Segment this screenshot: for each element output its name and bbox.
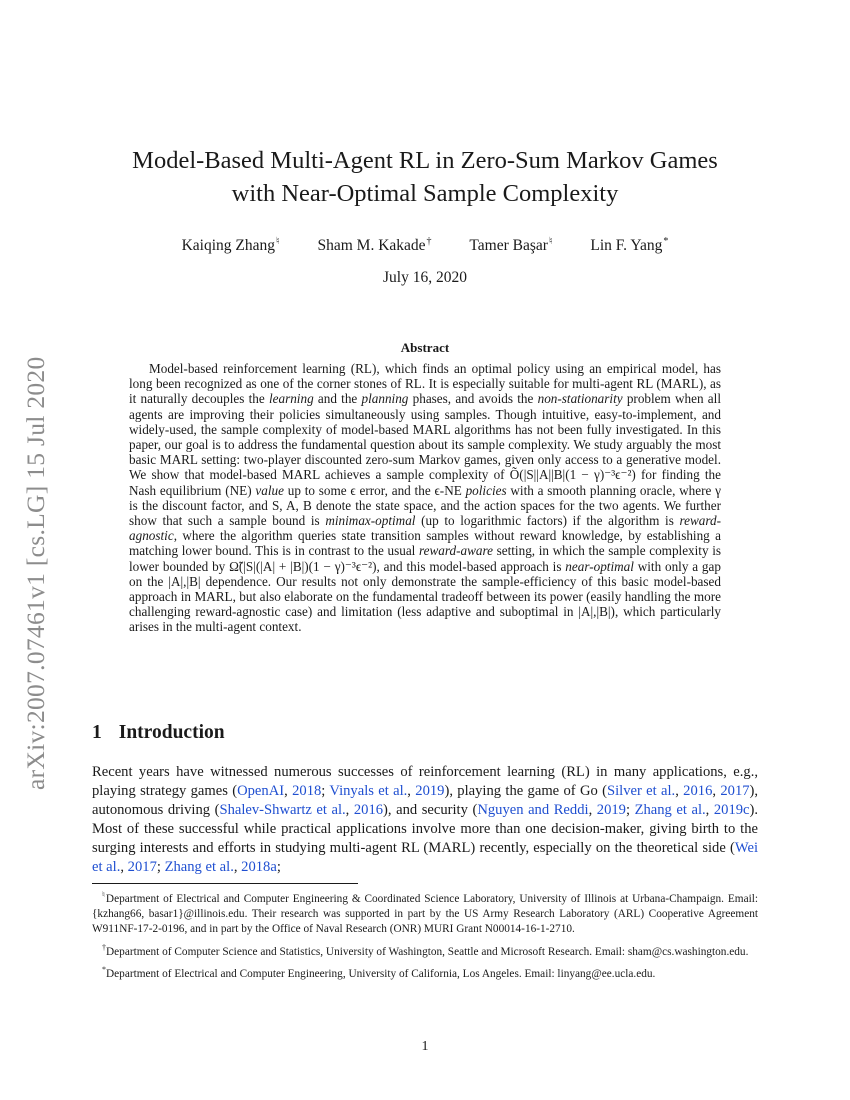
affiliation-mark: ♮ [548, 236, 553, 247]
citation-link[interactable]: Zhang et al. [634, 802, 706, 818]
citation-link[interactable]: 2019 [596, 802, 626, 818]
citation-link[interactable]: Shalev-Shwartz et al. [219, 802, 346, 818]
title-line-1: Model-Based Multi-Agent RL in Zero-Sum Markov Games [132, 147, 718, 174]
abstract-body: Model-based reinforcement learning (RL), which finds an optimal policy using an empirical model, has long been recognized as one of the corner stones of RL. It is especially suitable for multi-agent RL (MARL), as it naturally decouples the learning and the planning phases, and avoids the non-stationarity problem when all agents are improving their policies simultaneously using samples. Though intuitive, easy-to-implement, and widely-used, the sample complexity of model-based MARL algorithms has not been fully investigated. In this paper, our goal is to address the fundamental question about its sample complexity. We study arguably the most basic MARL setting: two-player discounted zero-sum Markov games, given only access to a generative model. We show that model-based MARL achieves a sample complexity of Õ(|S||A||B|(1 − γ)⁻³ϵ⁻²) for finding the Nash equilibrium (NE) value up to some ϵ error, and the ϵ-NE policies with a smooth planning oracle, where γ is the discount factor, and S, A, B denote the state space, and the action spaces for the two agents. We further show that such a sample bound is minimax-optimal (up to logarithmic factors) if the algorithm is reward-agnostic, where the algorithm queries state transition samples without reward knowledge, by establishing a matching lower bound. This is in contrast to the usual reward-aware setting, in which the sample complexity is lower bounded by Ω̃(|S|(|A| + |B|)(1 − γ)⁻³ϵ⁻²), and this model-based approach is near-optimal with only a gap on the |A|,|B| dependence. Our results not only demonstrate the sample-efficiency of this basic model-based approach in MARL, but also elaborate on the fundamental tradeoff between its power (easily handling the more challenging reward-agnostic case) and limitation (less adaptive and suboptimal in |A|,|B|), which particularly arises in the multi-agent context. [129, 361, 722, 635]
citation-link[interactable]: Vinyals et al. [329, 783, 408, 799]
footnote: *Department of Electrical and Computer Engineering, University of California, Los Angeles. Email: linyang@ee.ucla.edu. [102, 964, 656, 980]
citation-link[interactable]: 2016 [353, 802, 384, 818]
arxiv-identifier-text: arXiv:2007.07461v1 [cs.LG] 15 Jul 2020 [21, 356, 50, 790]
footnote: ♮Department of Electrical and Computer Engineering & Coordinated Science Laboratory, University of Illinois at Urbana-Champaign. Email: {kzhang66, basar1}@illinois.edu. Their research was supported in part by the US Army Research Laboratory (ARL) Cooperative Agreement W911NF-17-2-0196, and in part by the Office of Naval Research (ONR) MURI Grant N00014-16-1-2710. [92, 890, 758, 936]
section-title: Introduction [118, 722, 225, 743]
citation-link[interactable]: 2017 [720, 783, 750, 799]
arxiv-side-identifier [6, 300, 56, 800]
footnote-mark: ♮ [102, 890, 106, 899]
citation-link[interactable]: 2018 [292, 783, 322, 799]
author: Sham M. Kakade† [317, 236, 432, 255]
footnotes [92, 887, 758, 984]
citation-link[interactable]: OpenAI [237, 783, 285, 799]
citation-link[interactable]: 2018a [241, 859, 277, 875]
footnote-mark: * [102, 964, 106, 974]
citation-link[interactable]: 2019c [713, 802, 750, 818]
citation-link[interactable]: Zhang et al. [164, 859, 234, 875]
footnote-mark: † [102, 942, 106, 952]
title-line-2: with Near-Optimal Sample Complexity [231, 180, 619, 207]
footnote: †Department of Computer Science and Statistics, University of Washington, Seattle and Microsoft Research. Email: sham@cs.washington.edu. [102, 942, 749, 958]
footnote-divider [92, 883, 358, 884]
affiliation-mark: † [426, 236, 432, 247]
citation-link[interactable]: 2016 [683, 783, 713, 799]
citation-link[interactable]: Silver et al. [606, 783, 676, 799]
section-number: 1 [92, 722, 102, 743]
author-list [92, 236, 758, 255]
author: Tamer Başar♮ [469, 236, 553, 255]
author: Lin F. Yang* [590, 236, 669, 255]
affiliation-mark: * [663, 236, 669, 247]
affiliation-mark: ♮ [276, 236, 280, 247]
citation-link[interactable]: 2017 [127, 859, 157, 875]
math-lower-bound: Ω̃(|S|(|A| + |B|)(1 − γ)⁻³ϵ⁻²) [229, 558, 377, 574]
page-number: 1 [421, 1039, 429, 1054]
section-heading [92, 722, 225, 744]
abstract-heading: Abstract [400, 340, 450, 355]
math-upper-bound: Õ(|S||A||B|(1 − γ)⁻³ϵ⁻²) [509, 467, 636, 483]
citation-link[interactable]: 2019 [415, 783, 445, 799]
introduction-paragraph: Recent years have witnessed numerous successes of reinforcement learning (RL) in many applications, e.g., playing strategy games (OpenAI, 2018; Vinyals et al., 2019), playing the game of Go (Silver et al., 2016, 2017), autonomous driving (Shalev-Shwartz et al., 2016), and security (Nguyen and Reddi, 2019; Zhang et al., 2019c). Most of these successful while practical applications involve more than one decision-maker, giving birth to the surging interests and efforts in studying multi-agent RL (MARL) recently, especially on the theoretical side (Wei et al., 2017; Zhang et al., 2018a; [92, 764, 759, 875]
citation-link[interactable]: Nguyen and Reddi [477, 802, 589, 818]
publication-date: July 16, 2020 [383, 269, 467, 286]
paper-title [92, 144, 758, 210]
author: Kaiqing Zhang♮ [181, 236, 280, 255]
citation-link[interactable]: Wei et al. [92, 840, 758, 875]
